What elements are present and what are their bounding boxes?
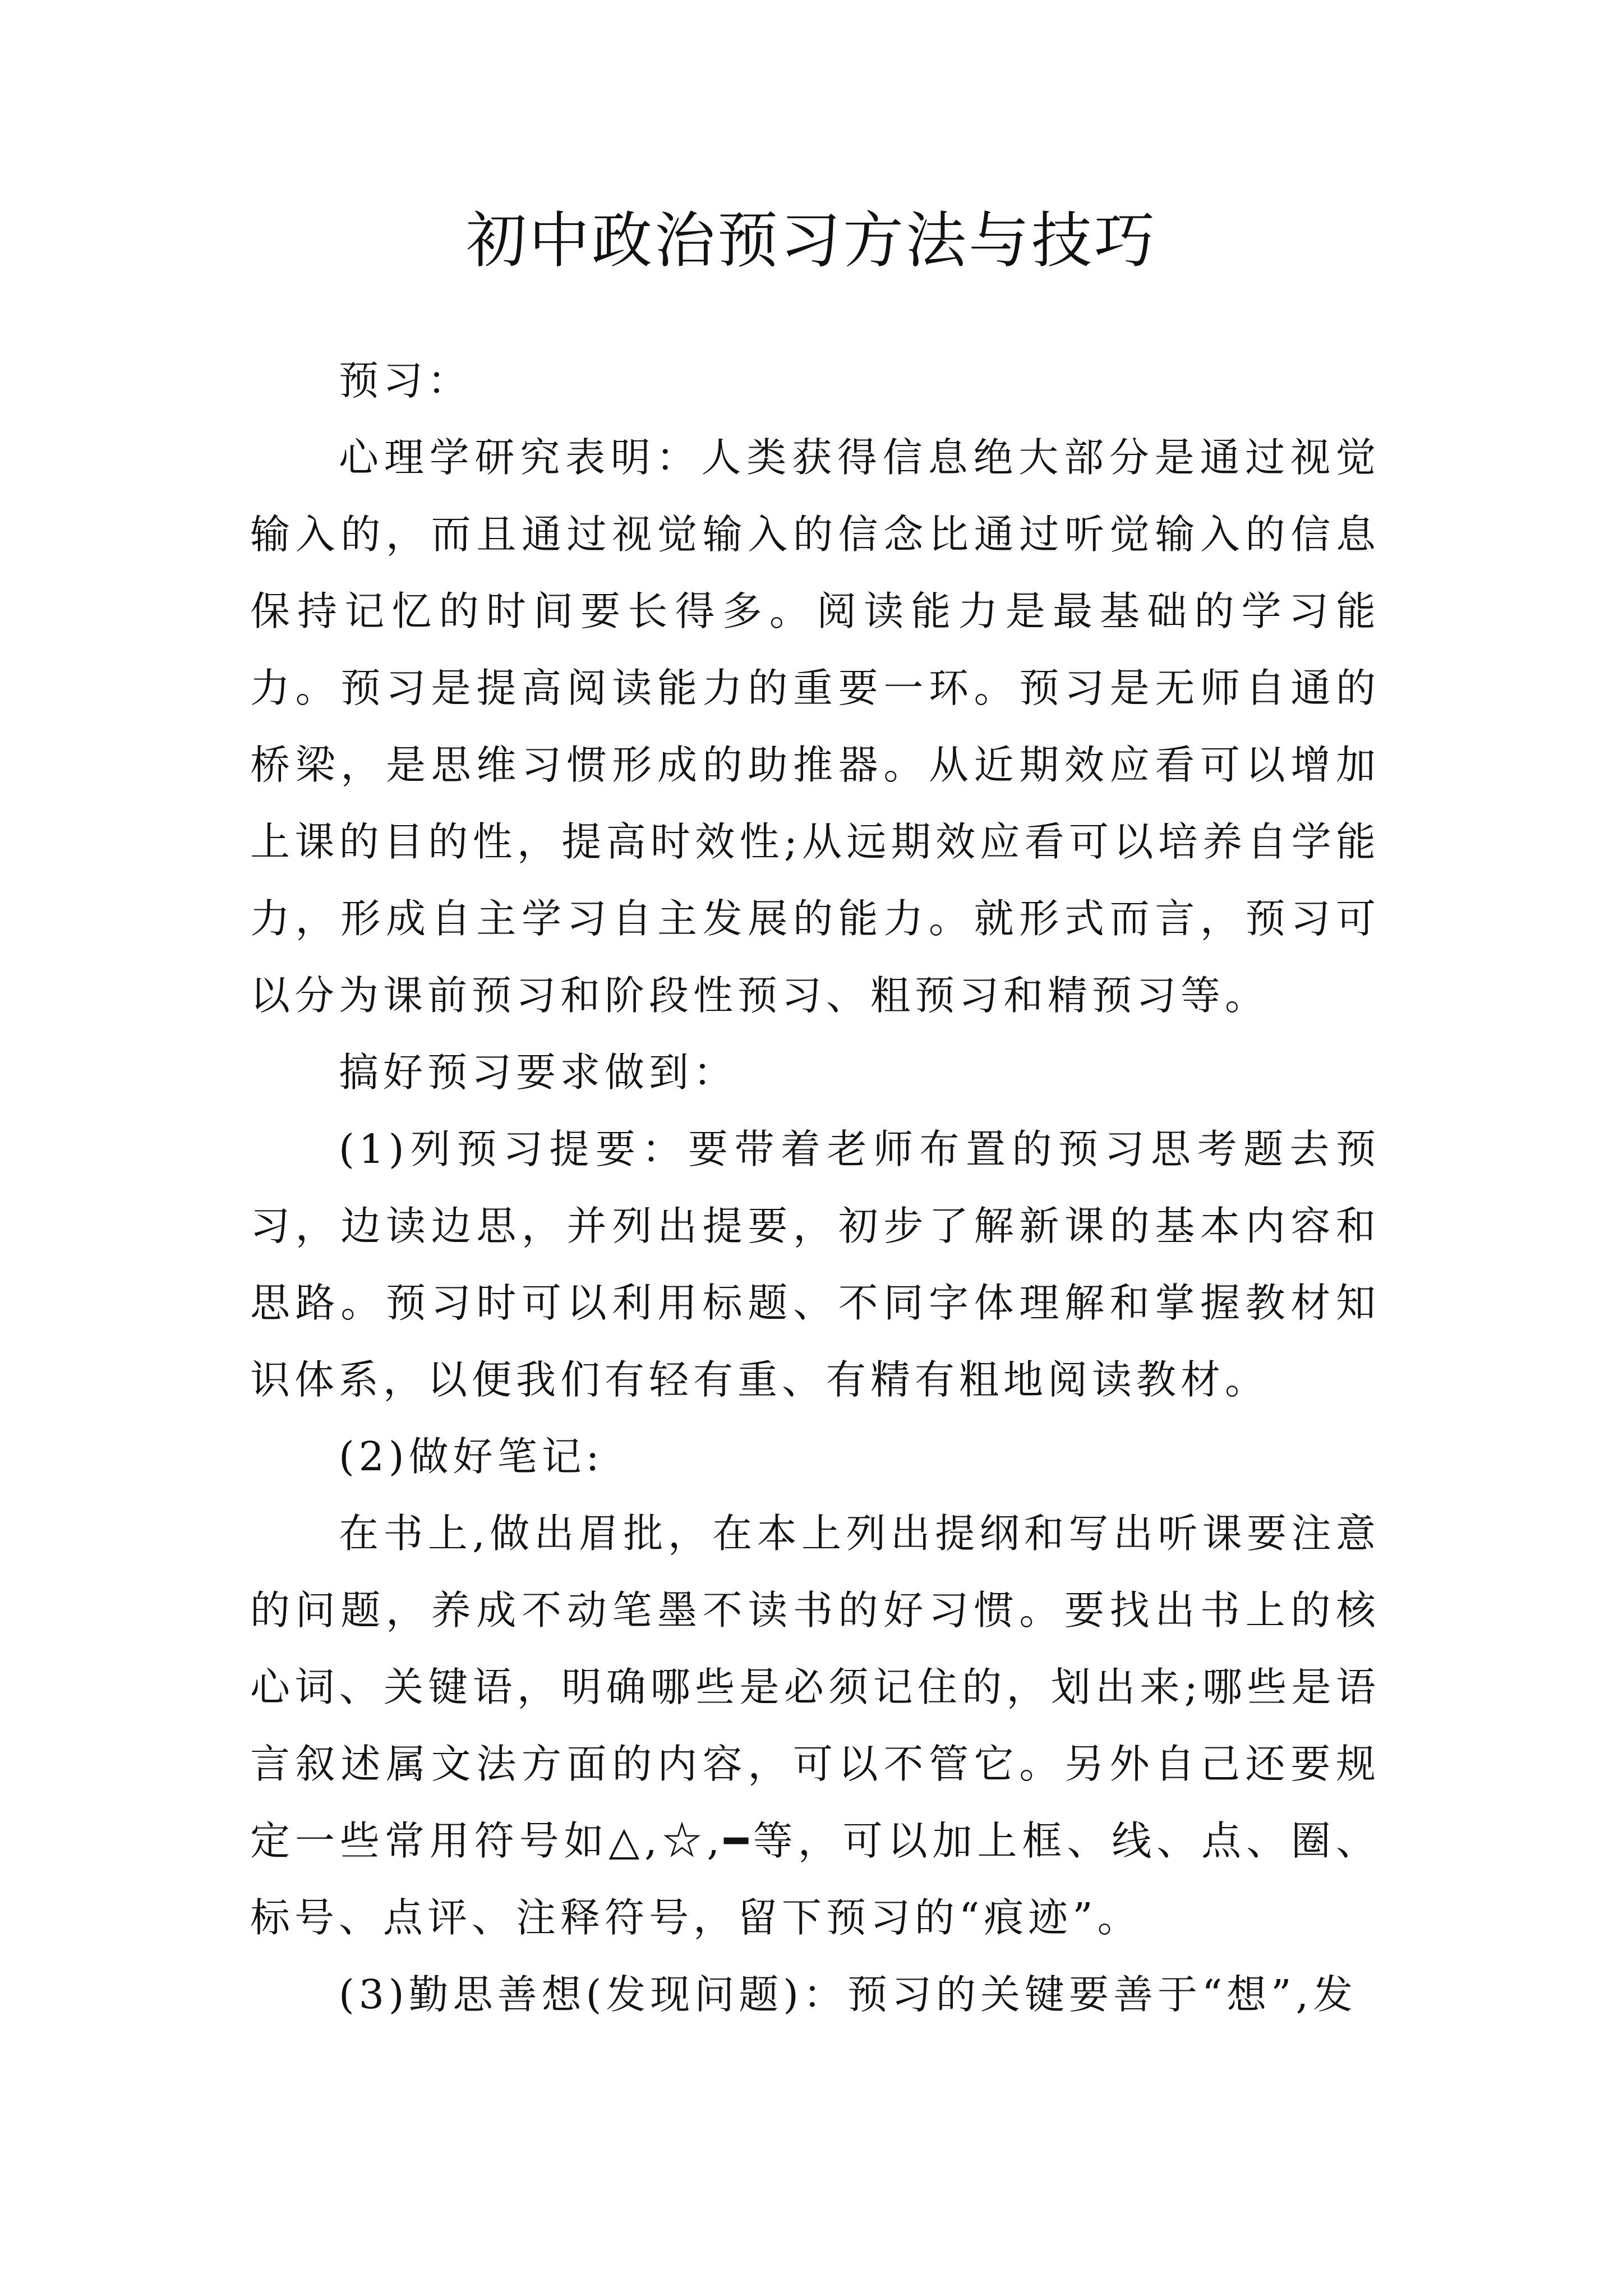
paragraph-item-2-heading: (2)做好笔记:	[339, 1433, 604, 1480]
paragraph-psychology: 心理学研究表明：人类获得信息绝大部分是通过视觉输入的，而且通过视觉输入的信念比通过听觉输入的信息保持记忆的时间要长得多。阅读能力是最基础的学习能力。预习是提高阅读能力的重要一环。预习是无师自通的桥梁，是思维习惯形成的助推器。从近期效应看可以增加上课的目的性，提高时效性;从远期效应看可以培养自学能力，形成自主学习自主发展的能力。就形式而言，预习可以分为课前预习和阶段性预习、粗预习和精预习等。	[250, 434, 1380, 1019]
document-body	[250, 342, 1380, 2033]
paragraph-notes: 在书上,做出眉批，在本上列出提纲和写出听课要注意的问题，养成不动笔墨不读书的好习惯。要找出书上的核心词、关键语，明确哪些是必须记住的，划出来;哪些是语言叙述属文法方面的内容，可以不管它。另外自己还要规定一些常用符号如△,☆,━等，可以加上框、线、点、圈、标号、点评、注释符号，留下预习的“痕迹”。	[250, 1510, 1380, 1941]
document-title: 初中政治预习方法与技巧	[465, 206, 1157, 276]
paragraph-item-3: (3)勤思善想(发现问题)：预习的关键要善于“想”,发	[339, 1971, 1358, 2018]
paragraph-item-1: (1)列预习提要：要带着老师布置的预习思考题去预习，边读边思，并列出提要，初步了解新课的基本内容和思路。预习时可以利用标题、不同字体理解和掌握教材知识体系，以便我们有轻有重、有精有粗地阅读教材。	[250, 1126, 1380, 1403]
paragraph-preview-heading: 预习：	[339, 357, 472, 404]
paragraph-requirements-heading: 搞好预习要求做到：	[339, 1049, 738, 1096]
